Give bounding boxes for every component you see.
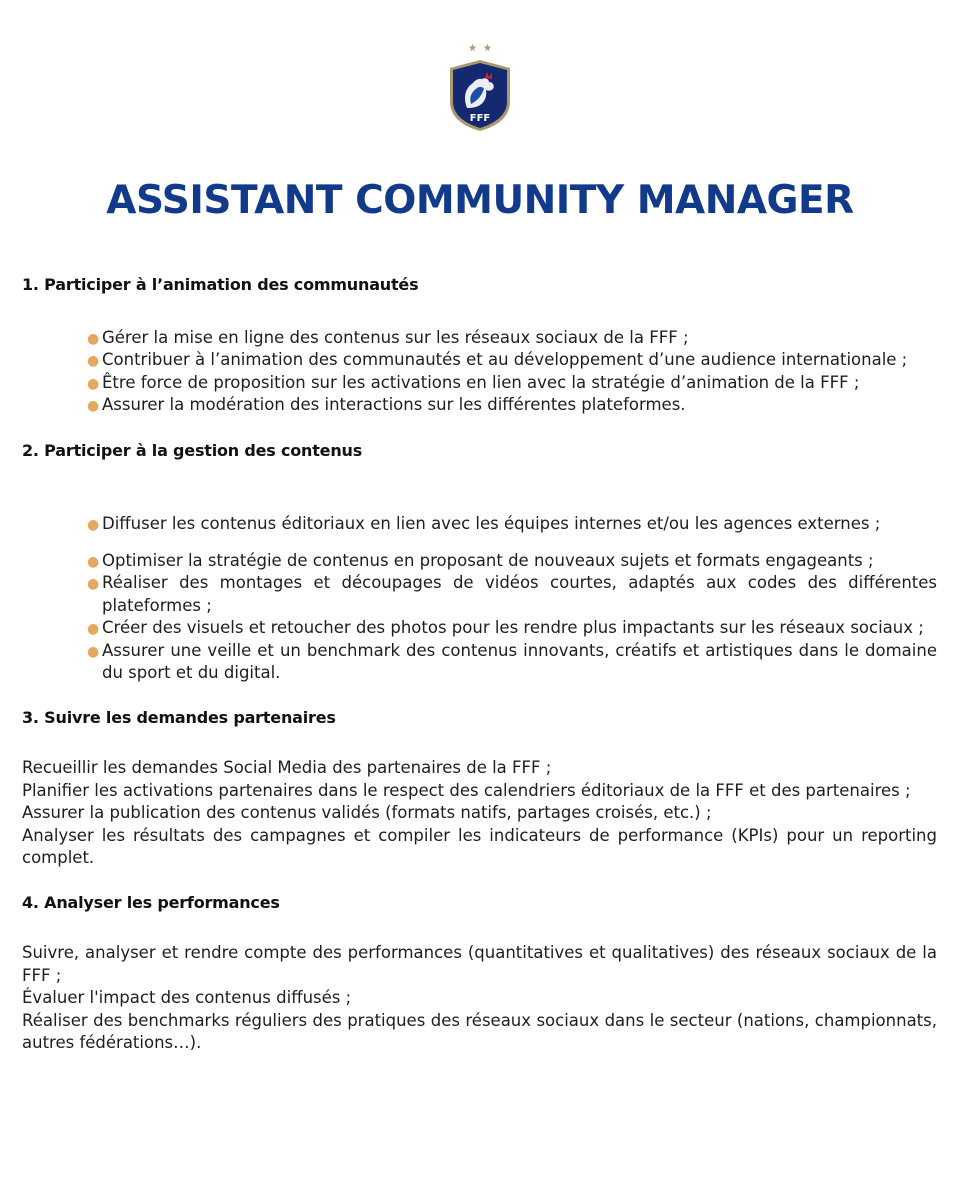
bullet-dot-icon: ● (87, 353, 100, 369)
page-title: ASSISTANT COMMUNITY MANAGER (106, 178, 854, 223)
section-4-line: Réaliser des benchmarks réguliers des pratiques des réseaux sociaux dans le secteur (nations, championnats, autres fédérations…). (22, 1010, 937, 1052)
list-item: ● Assurer la modération des interactions sur les différentes plateformes. (87, 395, 686, 414)
section-1-heading: 1. Participer à l’animation des communautés (22, 275, 419, 294)
bullet-dot-icon: ● (87, 398, 100, 414)
bullet-dot-icon: ● (87, 553, 100, 570)
list-item: ● Optimiser la stratégie de contenus en proposant de nouveaux sujets et formats engageants ; (87, 550, 874, 570)
list-item: ● Être force de proposition sur les activations en lien avec la stratégie d’animation de la FFF ; (87, 372, 860, 392)
bullet-dot-icon: ● (87, 621, 100, 637)
list-item: ● Réaliser des montages et découpages de vidéos courtes, adaptés aux codes des différentes plateformes ; (87, 573, 937, 615)
section-2-list (22, 513, 937, 536)
section-3-heading: 3. Suivre les demandes partenaires (22, 707, 336, 727)
svg-text:FFF: FFF (469, 113, 491, 124)
section-1-list (22, 327, 937, 417)
section-2-heading: 2. Participer à la gestion des contenus (22, 440, 363, 460)
list-item: ● Assurer une veille et un benchmark des contenus innovants, créatifs et artistiques dans le domaine du sport et du digital. (87, 640, 937, 682)
fff-logo (445, 44, 515, 132)
bullet-dot-icon: ● (87, 576, 100, 592)
section-4-line: Évaluer l'impact des contenus diffusés ; (22, 988, 352, 1007)
section-3-line: Recueillir les demandes Social Media des partenaires de la FFF ; (22, 758, 552, 777)
section-3-line: Assurer la publication des contenus validés (formats natifs, partages croisés, etc.) ; (22, 803, 712, 822)
two-stars-icon: ★★ (468, 43, 498, 54)
bullet-dot-icon: ● (87, 375, 100, 392)
list-item: ● Contribuer à l’animation des communautés et au développement d’une audience internationale ; (87, 350, 908, 369)
bullet-dot-icon: ● (87, 643, 100, 660)
bullet-dot-icon: ● (87, 330, 100, 347)
list-item: ● Créer des visuels et retoucher des photos pour les rendre plus impactants sur les réseaux sociaux ; (87, 618, 924, 637)
section-4-line: Suivre, analyser et rendre compte des performances (quantitatives et qualitatives) des réseaux sociaux de la FFF ; (22, 943, 937, 985)
rooster-crest-icon (447, 58, 513, 132)
section-2-list-continued (22, 550, 937, 685)
job-description (22, 274, 937, 1055)
bullet-dot-icon: ● (87, 517, 100, 533)
section-3-line: Planifier les activations partenaires dans le respect des calendriers éditoriaux de la FFF et des partenaires ; (22, 780, 911, 800)
section-3-line: Analyser les résultats des campagnes et compiler les indicateurs de performance (KPIs) pour un reporting complet. (22, 825, 937, 867)
section-4-heading: 4. Analyser les performances (22, 892, 280, 912)
list-item: ● Gérer la mise en ligne des contenus sur les réseaux sociaux de la FFF ; (87, 327, 689, 347)
list-item: ● Diffuser les contenus éditoriaux en lien avec les équipes internes et/ou les agences externes ; (87, 514, 881, 533)
